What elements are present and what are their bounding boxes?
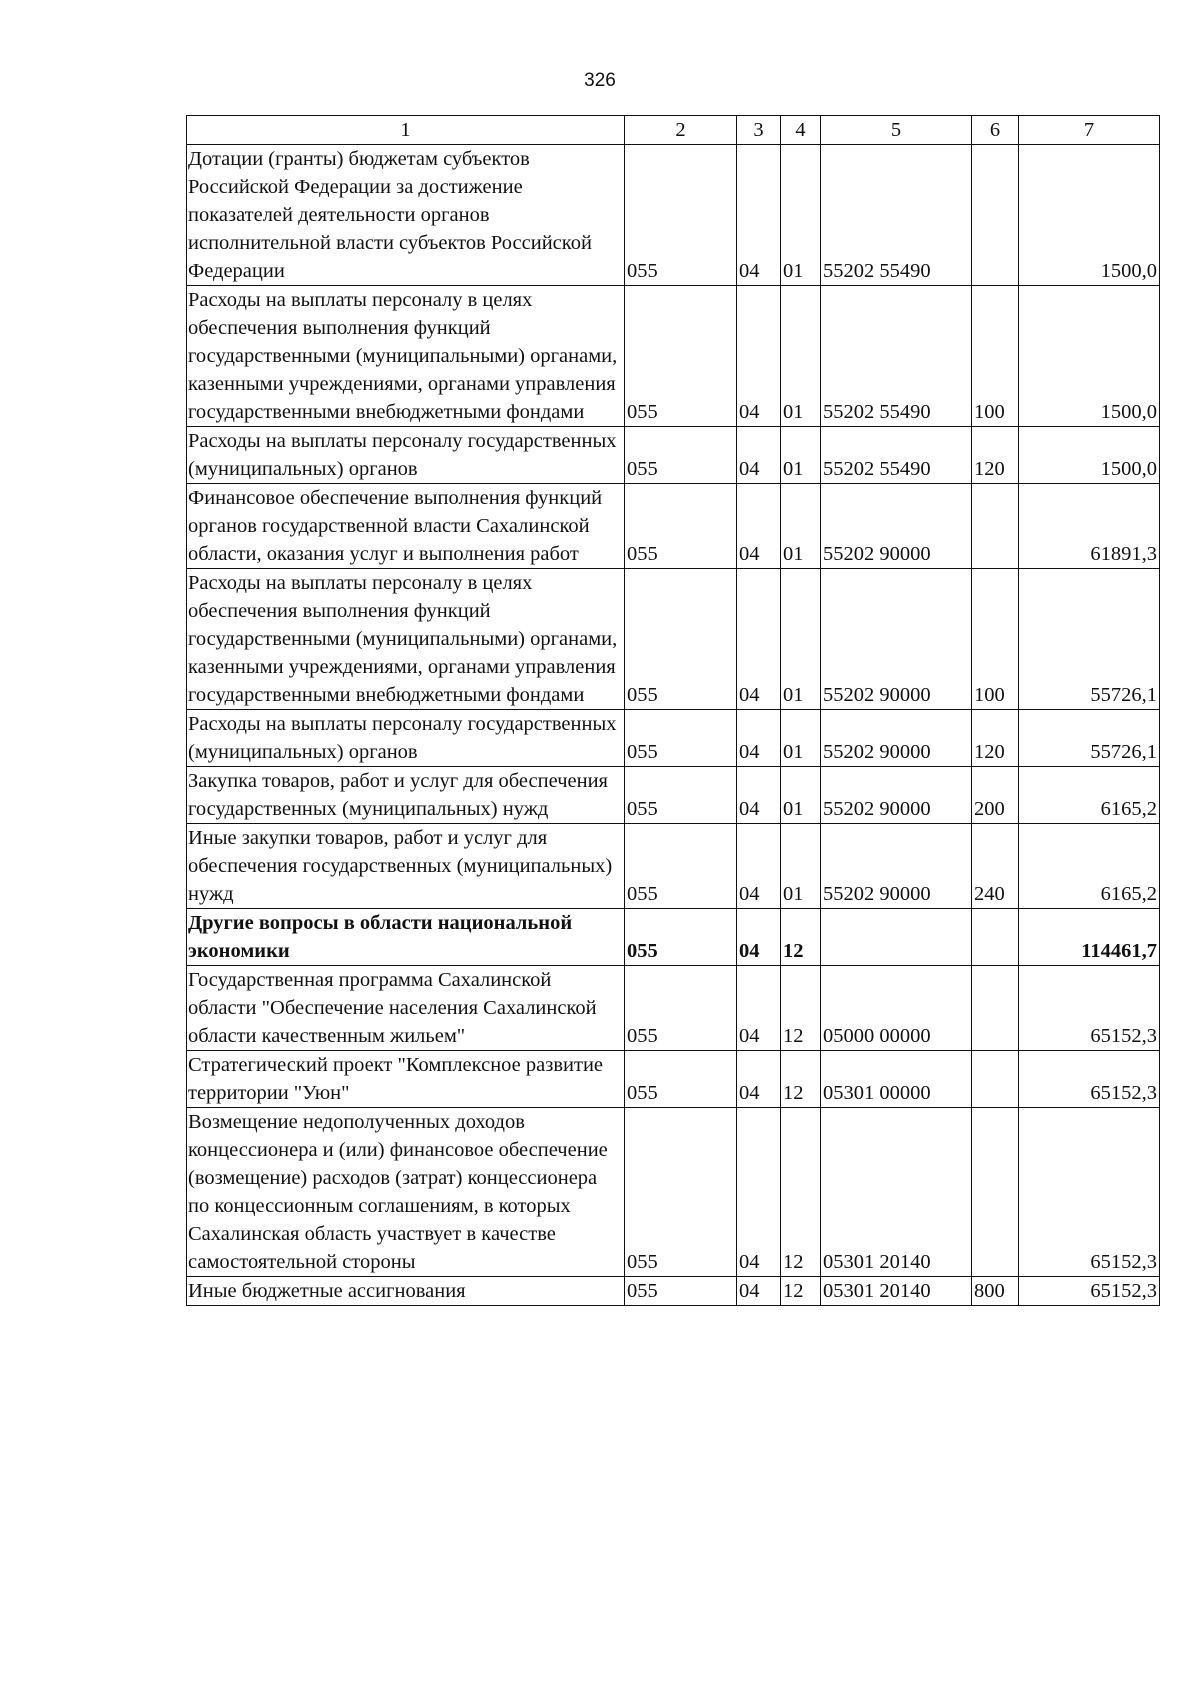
section-code-cell: 04 bbox=[737, 569, 781, 710]
subsection-code-cell: 01 bbox=[781, 767, 821, 824]
section-code-cell: 04 bbox=[737, 966, 781, 1051]
admin-code-cell: 055 bbox=[625, 767, 737, 824]
table-row bbox=[187, 710, 1160, 767]
amount-cell: 1500,0 bbox=[1019, 145, 1160, 286]
budget-table bbox=[186, 115, 1160, 1306]
subsection-code-cell: 12 bbox=[781, 909, 821, 966]
column-header: 2 bbox=[625, 116, 737, 145]
expense-type-cell: 100 bbox=[972, 286, 1019, 427]
target-article-cell: 55202 55490 bbox=[821, 286, 972, 427]
table-row bbox=[187, 427, 1160, 484]
row-name-cell: Закупка товаров, работ и услуг для обеспечения государственных (муниципальных) нужд bbox=[187, 767, 625, 824]
amount-cell: 65152,3 bbox=[1019, 966, 1160, 1051]
target-article-cell: 55202 90000 bbox=[821, 767, 972, 824]
table-row bbox=[187, 767, 1160, 824]
column-header: 3 bbox=[737, 116, 781, 145]
table-row bbox=[187, 286, 1160, 427]
admin-code-cell: 055 bbox=[625, 286, 737, 427]
target-article-cell: 55202 90000 bbox=[821, 484, 972, 569]
subsection-code-cell: 01 bbox=[781, 710, 821, 767]
expense-type-cell: 800 bbox=[972, 1277, 1019, 1306]
admin-code-cell: 055 bbox=[625, 145, 737, 286]
admin-code-cell: 055 bbox=[625, 1051, 737, 1108]
row-name-cell: Дотации (гранты) бюджетам субъектов Российской Федерации за достижение показателей деятельности органов исполнительной власти субъектов Российской Федерации bbox=[187, 145, 625, 286]
expense-type-cell bbox=[972, 145, 1019, 286]
target-article-cell: 05301 20140 bbox=[821, 1108, 972, 1277]
subsection-code-cell: 12 bbox=[781, 1051, 821, 1108]
amount-cell: 1500,0 bbox=[1019, 427, 1160, 484]
column-header: 6 bbox=[972, 116, 1019, 145]
target-article-cell: 55202 55490 bbox=[821, 427, 972, 484]
section-code-cell: 04 bbox=[737, 145, 781, 286]
section-code-cell: 04 bbox=[737, 286, 781, 427]
target-article-cell: 55202 90000 bbox=[821, 569, 972, 710]
section-code-cell: 04 bbox=[737, 909, 781, 966]
amount-cell: 6165,2 bbox=[1019, 824, 1160, 909]
amount-cell: 65152,3 bbox=[1019, 1108, 1160, 1277]
expense-type-cell bbox=[972, 484, 1019, 569]
table-row bbox=[187, 909, 1160, 966]
expense-type-cell bbox=[972, 966, 1019, 1051]
subsection-code-cell: 01 bbox=[781, 427, 821, 484]
subsection-code-cell: 01 bbox=[781, 145, 821, 286]
section-code-cell: 04 bbox=[737, 824, 781, 909]
subsection-code-cell: 12 bbox=[781, 1108, 821, 1277]
row-name-cell: Государственная программа Сахалинской области "Обеспечение населения Сахалинской области качественным жильем" bbox=[187, 966, 625, 1051]
admin-code-cell: 055 bbox=[625, 710, 737, 767]
section-code-cell: 04 bbox=[737, 710, 781, 767]
amount-cell: 114461,7 bbox=[1019, 909, 1160, 966]
subsection-code-cell: 01 bbox=[781, 484, 821, 569]
table-row bbox=[187, 1051, 1160, 1108]
table-row bbox=[187, 966, 1160, 1051]
expense-type-cell bbox=[972, 1051, 1019, 1108]
target-article-cell: 55202 90000 bbox=[821, 824, 972, 909]
section-code-cell: 04 bbox=[737, 484, 781, 569]
row-name-cell: Другие вопросы в области национальной экономики bbox=[187, 909, 625, 966]
page-number: 326 bbox=[584, 70, 616, 91]
expense-type-cell: 240 bbox=[972, 824, 1019, 909]
target-article-cell: 05000 00000 bbox=[821, 966, 972, 1051]
admin-code-cell: 055 bbox=[625, 966, 737, 1051]
table-row bbox=[187, 1108, 1160, 1277]
column-header: 7 bbox=[1019, 116, 1160, 145]
amount-cell: 61891,3 bbox=[1019, 484, 1160, 569]
expense-type-cell bbox=[972, 1108, 1019, 1277]
admin-code-cell: 055 bbox=[625, 1277, 737, 1306]
subsection-code-cell: 01 bbox=[781, 569, 821, 710]
admin-code-cell: 055 bbox=[625, 427, 737, 484]
row-name-cell: Иные бюджетные ассигнования bbox=[187, 1277, 625, 1306]
table-row bbox=[187, 484, 1160, 569]
table-row bbox=[187, 1277, 1160, 1306]
row-name-cell: Расходы на выплаты персоналу государственных (муниципальных) органов bbox=[187, 710, 625, 767]
amount-cell: 6165,2 bbox=[1019, 767, 1160, 824]
expense-type-cell: 100 bbox=[972, 569, 1019, 710]
amount-cell: 65152,3 bbox=[1019, 1051, 1160, 1108]
table-row bbox=[187, 824, 1160, 909]
row-name-cell: Стратегический проект "Комплексное развитие территории "Уюн" bbox=[187, 1051, 625, 1108]
row-name-cell: Расходы на выплаты персоналу государственных (муниципальных) органов bbox=[187, 427, 625, 484]
admin-code-cell: 055 bbox=[625, 1108, 737, 1277]
column-header: 5 bbox=[821, 116, 972, 145]
target-article-cell: 05301 20140 bbox=[821, 1277, 972, 1306]
expense-type-cell: 120 bbox=[972, 427, 1019, 484]
row-name-cell: Финансовое обеспечение выполнения функций органов государственной власти Сахалинской области, оказания услуг и выполнения работ bbox=[187, 484, 625, 569]
row-name-cell: Иные закупки товаров, работ и услуг для обеспечения государственных (муниципальных) нужд bbox=[187, 824, 625, 909]
section-code-cell: 04 bbox=[737, 1108, 781, 1277]
admin-code-cell: 055 bbox=[625, 909, 737, 966]
subsection-code-cell: 01 bbox=[781, 824, 821, 909]
section-code-cell: 04 bbox=[737, 1277, 781, 1306]
subsection-code-cell: 12 bbox=[781, 966, 821, 1051]
row-name-cell: Расходы на выплаты персоналу в целях обеспечения выполнения функций государственными (муниципальными) органами, казенными учреждениями, органами управления государственными внебюджетными фондами bbox=[187, 569, 625, 710]
row-name-cell: Расходы на выплаты персоналу в целях обеспечения выполнения функций государственными (муниципальными) органами, казенными учреждениями, органами управления государственными внебюджетными фондами bbox=[187, 286, 625, 427]
amount-cell: 55726,1 bbox=[1019, 710, 1160, 767]
row-name-cell: Возмещение недополученных доходов концессионера и (или) финансовое обеспечение (возмещение) расходов (затрат) концессионера по концессионным соглашениям, в которых Сахалинская область участвует в качестве самостоятельной стороны bbox=[187, 1108, 625, 1277]
expense-type-cell: 200 bbox=[972, 767, 1019, 824]
table-row bbox=[187, 145, 1160, 286]
section-code-cell: 04 bbox=[737, 427, 781, 484]
subsection-code-cell: 01 bbox=[781, 286, 821, 427]
admin-code-cell: 055 bbox=[625, 569, 737, 710]
admin-code-cell: 055 bbox=[625, 824, 737, 909]
amount-cell: 1500,0 bbox=[1019, 286, 1160, 427]
table-header-row bbox=[187, 116, 1160, 145]
amount-cell: 55726,1 bbox=[1019, 569, 1160, 710]
column-header: 4 bbox=[781, 116, 821, 145]
section-code-cell: 04 bbox=[737, 1051, 781, 1108]
subsection-code-cell: 12 bbox=[781, 1277, 821, 1306]
amount-cell: 65152,3 bbox=[1019, 1277, 1160, 1306]
admin-code-cell: 055 bbox=[625, 484, 737, 569]
expense-type-cell bbox=[972, 909, 1019, 966]
target-article-cell: 05301 00000 bbox=[821, 1051, 972, 1108]
table-row bbox=[187, 569, 1160, 710]
target-article-cell: 55202 55490 bbox=[821, 145, 972, 286]
target-article-cell bbox=[821, 909, 972, 966]
section-code-cell: 04 bbox=[737, 767, 781, 824]
column-header: 1 bbox=[187, 116, 625, 145]
expense-type-cell: 120 bbox=[972, 710, 1019, 767]
target-article-cell: 55202 90000 bbox=[821, 710, 972, 767]
